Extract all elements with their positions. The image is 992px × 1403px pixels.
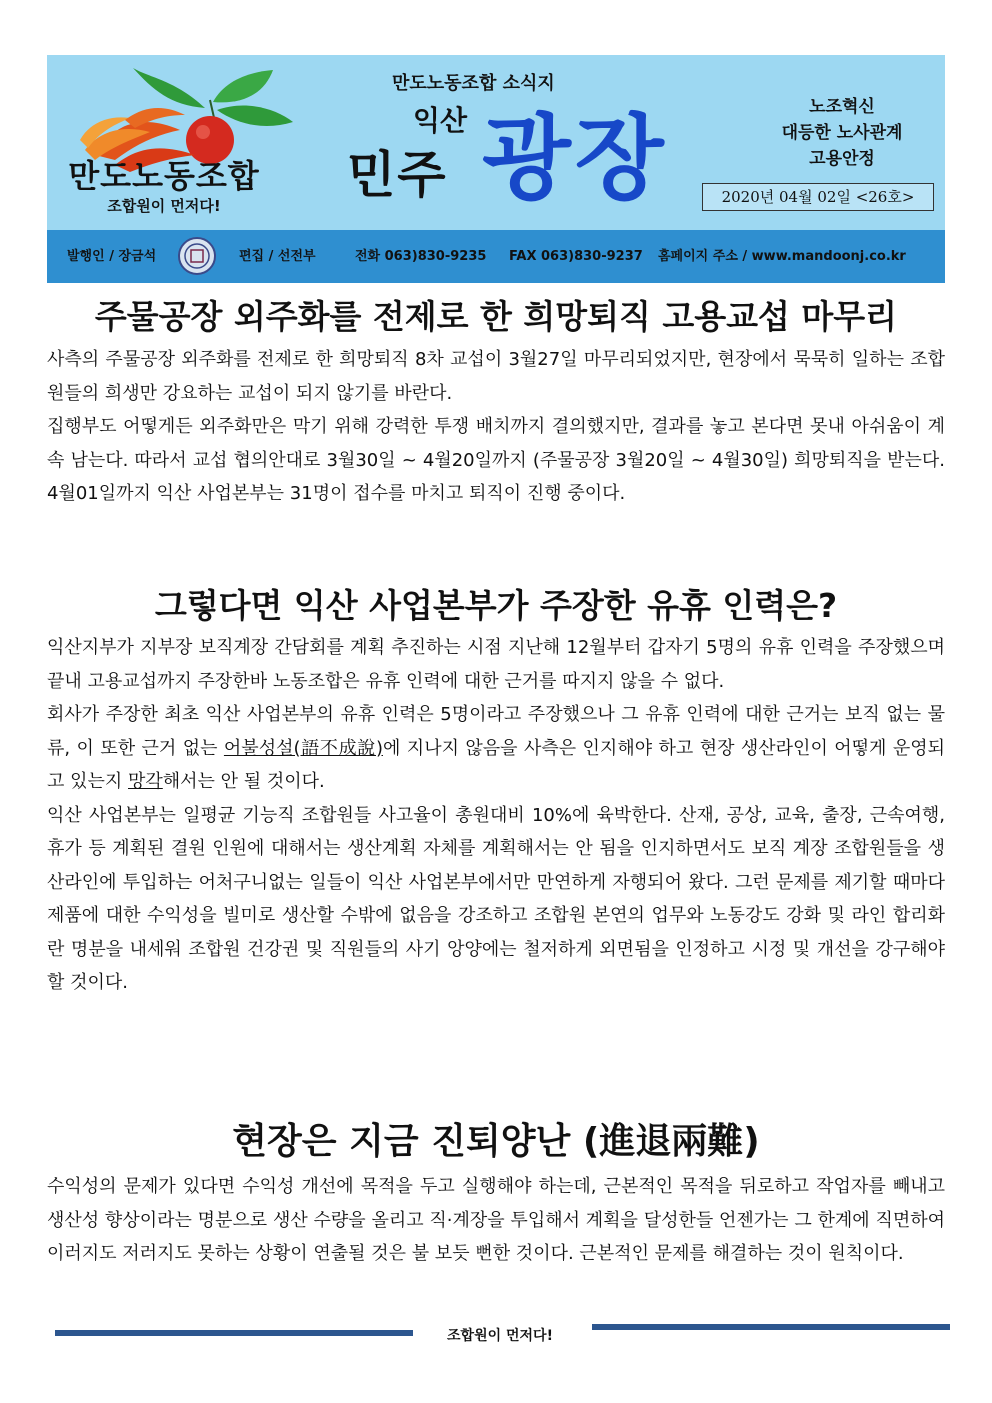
publication-subtitle: 만도노동조합 소식지 <box>392 73 555 94</box>
article2-p2-underline-2: 망각 <box>128 771 163 792</box>
publication-title-gwangjang: 광장 <box>482 105 668 212</box>
article2-p2-underline-1: 어불성설(語不成說) <box>223 737 383 759</box>
article3-body <box>47 1170 945 1271</box>
article1-paragraph-2: 집행부도 어떻게든 외주화만은 막기 위해 강력한 투쟁 배치까지 결의했지만, 결과를 놓고 본다면 못내 아쉬움이 계속 남는다. 따라서 교섭 협의안대로 3월30일 ~ 4월20일까지 (주물공장 3월20일 ~ 4월30일) 희망퇴직을 받는다. 4월01일까지 익산 사업본부는 31명이 접수를 마치고 퇴직이 진행 중이다. <box>47 416 945 504</box>
article1-paragraph-1: 사측의 주물공장 외주화를 전제로 한 희망퇴직 8차 교섭이 3월27일 마무리되었지만, 현장에서 묵묵히 일하는 조합원들의 희생만 강요하는 교섭이 되지 않기를 바란다. <box>47 349 945 404</box>
slogan-2: 대등한 노사관계 <box>781 123 903 143</box>
homepage: 홈페이지 주소 / www.mandoonj.co.kr <box>658 249 906 264</box>
article2-paragraph-2 <box>47 698 945 799</box>
seal-stamp-icon <box>177 236 217 276</box>
editor: 편집 / 선전부 <box>239 249 316 264</box>
logo-name: 만도노동조합 <box>68 157 260 195</box>
masthead <box>47 55 945 283</box>
article1-headline: 주물공장 외주화를 전제로 한 희망퇴직 고용교섭 마무리 <box>94 297 898 336</box>
phone: 전화 063)830-9235 <box>355 249 487 264</box>
logo-motto: 조합원이 먼저다! <box>107 197 221 215</box>
article2-body <box>47 631 945 1000</box>
article2-headline: 그렇다면 익산 사업본부가 주장한 유휴 인력은? <box>154 586 838 625</box>
slogan-1: 노조혁신 <box>809 97 875 117</box>
publication-region: 익산 <box>413 104 468 137</box>
article3-paragraph-1: 수익성의 문제가 있다면 수익성 개선에 목적을 두고 실행해야 하는데, 근본적인 목적을 뒤로하고 작업자를 빼내고 생산성 향상이라는 명분으로 생산 수량을 올리고 직·계장을 투입해서 계획을 달성한들 언젠가는 그 한계에 직면하여 이러지도 저러지도 못하는 상황이 연출될 것은 불 보듯 뻔한 것이다. 근본적인 문제를 해결하는 것이 원칙이다. <box>47 1176 945 1264</box>
publisher: 발행인 / 장금석 <box>67 249 157 264</box>
article2-paragraph-3: 익산 사업본부는 일평균 기능직 조합원들 사고율이 총원대비 10%에 육박한다. 산재, 공상, 교육, 출장, 근속여행, 휴가 등 계획된 결원 인원에 대해서는 생산계획 자체를 계획해서는 안 됨을 인지하면서도 보직 계장 조합원들을 생산라인에 투입하는 어처구니없는 일들이 익산 사업본부에서만 만연하게 자행되어 왔다. 그런 문제를 제기할 때마다 제품에 대한 수익성을 빌미로 생산할 수밖에 없음을 강조하고 조합원 본연의 업무와 노동강도 강화 및 라인 합리화란 명분을 내세워 조합원 건강권 및 직원들의 사기 앙양에는 철저하게 외면됨을 인정하고 시정 및 개선을 강구해야 할 것이다. <box>47 804 945 993</box>
article2-paragraph-1: 익산지부가 지부장 보직계장 간담회를 계획 추진하는 시점 지난해 12월부터 갑자기 5명의 유휴 인력을 주장했으며 끝내 고용교섭까지 주장한바 노동조합은 유휴 인력에 대한 근거를 따지지 않을 수 없다. <box>47 637 945 692</box>
fax: FAX 063)830-9237 <box>509 249 643 264</box>
article3-headline: 현장은 지금 진퇴양난 (進退兩難) <box>232 1121 760 1162</box>
footer-motto: 조합원이 먼저다! <box>447 1328 553 1344</box>
article2-p2-text-a: 회사가 주장한 최초 익산 사업본부의 유휴 인력은 5명이라고 주장했으나 그 유휴 인력에 대한 근거는 보직 없는 물류, 이 또한 근거 없는 <box>47 704 945 759</box>
article2-p2-text-b: 에 지나지 않음을 사측은 인지해야 하고 현장 생산라인이 어떻게 운영되고 있는지 <box>47 737 945 792</box>
footer-line-left <box>55 1330 413 1336</box>
footer-line-right <box>592 1324 950 1330</box>
slogan-3: 고용안정 <box>809 149 875 169</box>
article1-body <box>47 343 945 511</box>
issue-date-box: 2020년 04월 02일 <26호> <box>702 183 934 211</box>
article2-p2-text-c: 해서는 안 될 것이다. <box>162 771 325 792</box>
publication-title-minju: 민주 <box>347 146 448 204</box>
